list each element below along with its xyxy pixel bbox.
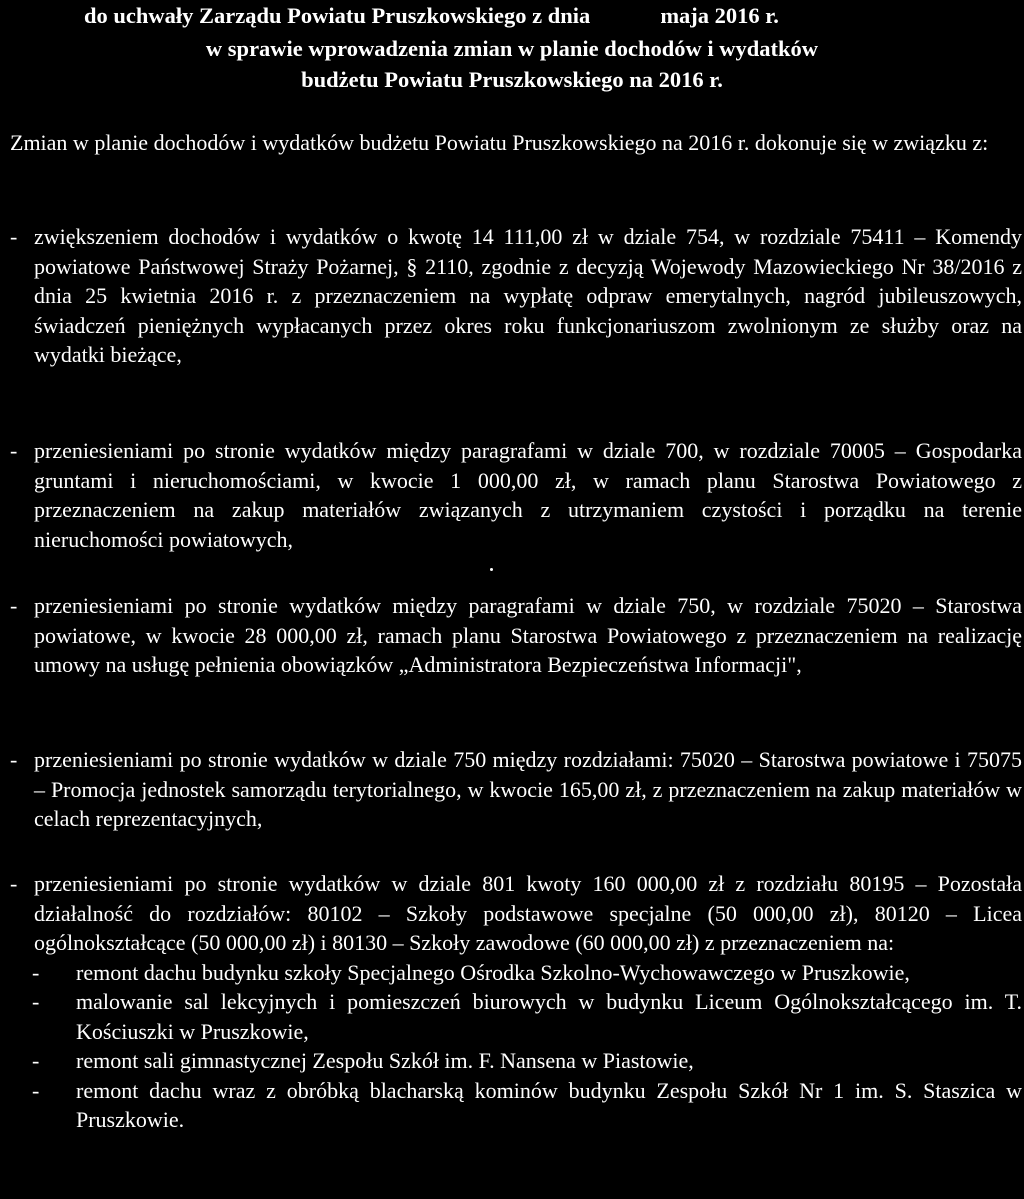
sub-list-item (10, 987, 1022, 1046)
sub-bullet-dash: - (32, 989, 40, 1014)
bullet-dash: - (10, 871, 18, 896)
sub-bullet-dash: - (32, 1048, 40, 1073)
list-item-text: przeniesieniami po stronie wydatków między paragrafami w dziale 750, w rozdziale 75020 – Starostwa powiatowe, w kwocie 28 000,00 zł, ramach planu Starostwa Powiatowego z przeznaczeniem na realizację umowy na usługę pełnienia obowiązków „Administratora Bezpieczeństwa Informacji", (34, 593, 1022, 677)
list-item (10, 436, 1022, 554)
sub-list-item (10, 958, 1022, 988)
list-item (10, 745, 1022, 834)
list-item-text: przeniesieniami po stronie wydatków w dziale 801 kwoty 160 000,00 zł z rozdziału 80195 – Pozostała działalność do rozdziałów: 80102 – Szkoły podstawowe specjalne (50 000,00 zł), 80120 – Licea ogólnokształcące (50 000,00 zł) i 80130 – Szkoły zawodowe (60 000,00 zł) z przeznaczeniem na: (34, 871, 1022, 955)
sub-list-item-text: malowanie sal lekcyjnych i pomieszczeń biurowych w budynku Liceum Ogólnokształcącego im. T. Kościuszki w Pruszkowie, (76, 989, 1022, 1044)
scan-speck (490, 568, 493, 571)
sub-list-item (10, 1046, 1022, 1076)
bullet-dash: - (10, 438, 18, 463)
sub-list-item-text: remont sali gimnastycznej Zespołu Szkół im. F. Nansena w Piastowie, (76, 1048, 694, 1073)
intro-paragraph: Zmian w planie dochodów i wydatków budżetu Powiatu Pruszkowskiego na 2016 r. dokonuje się w związku z: (10, 130, 989, 155)
list-item-text: zwiększeniem dochodów i wydatków o kwotę 14 111,00 zł w dziale 754, w rozdziale 75411 – Komendy powiatowe Państwowej Straży Pożarnej, § 2110, zgodnie z decyzją Wojewody Mazowieckiego Nr 38/2016 z dnia 25 kwietnia 2016 r. z przeznaczeniem na wypłatę odpraw emerytalnych, nagród jubileuszowych, świadczeń pieniężnych wypłacanych przez okres roku funkcjonariuszom zwolnionym ze służby oraz na wydatki bieżące, (34, 224, 1022, 367)
sub-bullet-dash: - (32, 1077, 40, 1103)
sub-list-item-text: remont dachu wraz z obróbką blacharską kominów budynku Zespołu Szkół Nr 1 im. S. Staszica w Pruszkowie. (76, 1077, 1022, 1132)
list-item-text: przeniesieniami po stronie wydatków w dziale 750 między rozdziałami: 75020 – Starostwa powiatowe i 75075 – Promocja jednostek samorządu terytorialnego, w kwocie 165,00 zł, z przeznaczeniem na zakup materiałów w celach reprezentacyjnych, (34, 747, 1022, 831)
list-item (10, 222, 1022, 370)
header-line-1 (84, 0, 944, 31)
header-line-2: w sprawie wprowadzenia zmian w planie dochodów i wydatków (205, 36, 819, 61)
bullet-dash: - (10, 747, 18, 772)
list-item (10, 591, 1022, 680)
sub-list-item (10, 1076, 1022, 1135)
list-item-text: przeniesieniami po stronie wydatków między paragrafami w dziale 700, w rozdziale 70005 – Gospodarka gruntami i nieruchomościami, w kwocie 1 000,00 zł, w ramach planu Starostwa Powiatowego z przeznaczeniem na zakup materiałów związanych z utrzymaniem czystości i porządku na terenie nieruchomości powiatowych, (34, 438, 1022, 552)
sub-list-item-text: remont dachu budynku szkoły Specjalnego Ośrodka Szkolno-Wychowawczego w Pruszkowie, (76, 959, 910, 985)
header-line-1-before: do uchwały Zarządu Powiatu Pruszkowskiego z dnia (84, 3, 591, 28)
header-line-1-after: maja 2016 r. (660, 3, 779, 28)
bullet-dash: - (10, 224, 18, 249)
header-line-3: budżetu Powiatu Pruszkowskiego na 2016 r. (301, 67, 723, 92)
list-item (10, 869, 1022, 1135)
sub-bullet-dash: - (32, 959, 40, 985)
bullet-dash: - (10, 593, 18, 618)
